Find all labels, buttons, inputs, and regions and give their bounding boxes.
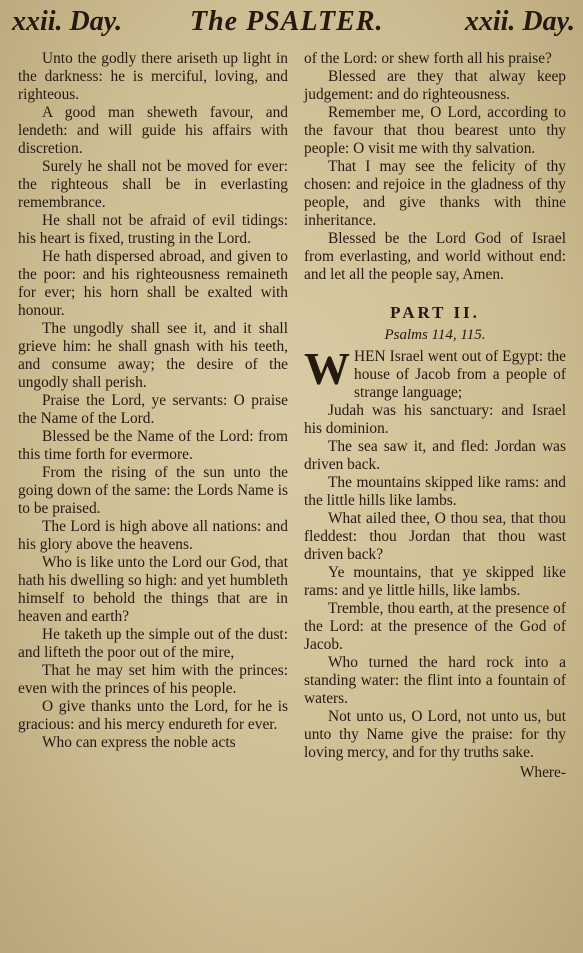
verse: O give thanks unto the Lord, for he is gracious: and his mercy endureth for ever.	[18, 698, 288, 733]
verse: He taketh up the simple out of the dust: and lifteth the poor out of the mire,	[18, 626, 288, 661]
verse: Tremble, thou earth, at the presence of the Lord: at the presence of the God of Jacob.	[304, 600, 566, 653]
verse: The sea saw it, and fled: Jordan was driven back.	[304, 438, 566, 473]
verse: The Lord is high above all nations: and his glory above the heavens.	[18, 518, 288, 553]
verse: Blessed be the Name of the Lord: from this time forth for evermore.	[18, 428, 288, 463]
catchword: Where-	[519, 764, 566, 781]
verse: What ailed thee, O thou sea, that thou fleddest: thou Jordan that thou wast driven back?	[304, 510, 566, 563]
verse: Who turned the hard rock into a standing water: the flint into a fountain of waters.	[304, 654, 566, 707]
running-header	[0, 0, 583, 46]
verse: Ye mountains, that ye skipped like rams: and ye little hills, like lambs.	[304, 564, 566, 599]
verse: The ungodly shall see it, and it shall grieve him: he shall gnash with his teeth, and consume away; the desire of the ungodly shall perish.	[18, 320, 288, 391]
verse: He hath dispersed abroad, and given to the poor: and his righteousness remaineth for ever; his horn shall be exalted with honour.	[18, 248, 288, 319]
verse: A good man sheweth favour, and lendeth: and will guide his affairs with discretion.	[18, 104, 288, 157]
verse: of the Lord: or shew forth all his praise?	[304, 50, 552, 67]
part-title: PART II.	[390, 303, 480, 322]
right-column	[304, 50, 566, 782]
verse: Blessed are they that alway keep judgement: and do righteousness.	[304, 68, 566, 103]
verse: Who is like unto the Lord our God, that hath his dwelling so high: and yet humbleth himself to behold the things that are in heaven and earth?	[18, 554, 288, 625]
verse: Who can express the noble acts	[42, 734, 236, 751]
drop-cap-letter: W	[304, 343, 350, 394]
verse: He shall not be afraid of evil tidings: his heart is fixed, trusting in the Lord.	[18, 212, 288, 247]
verse: Surely he shall not be moved for ever: the righteous shall be in everlasting remembrance.	[18, 158, 288, 211]
verse-text: HEN Israel went out of Egypt: the house of Jacob from a people of strange language;	[354, 348, 566, 401]
header-day-right: xxii. Day.	[464, 6, 575, 37]
verse: Blessed be the Lord God of Israel from everlasting, and world without end: and let all the people say, Amen.	[304, 230, 566, 283]
verse: That I may see the felicity of thy chosen: and rejoice in the gladness of thy people, and give thanks with thine inheritance.	[304, 158, 566, 229]
verse: Remember me, O Lord, according to the favour that thou bearest unto thy people: O visit me with thy salvation.	[304, 104, 566, 157]
psalms-reference: Psalms 114, 115.	[384, 327, 486, 343]
verse: Unto the godly there ariseth up light in the darkness: he is merciful, loving, and righteous.	[18, 50, 288, 103]
verse: That he may set him with the princes: even with the princes of his people.	[18, 662, 288, 697]
verse: From the rising of the sun unto the going down of the same: the Lords Name is to be praised.	[18, 464, 288, 517]
header-title: The PSALTER.	[190, 6, 384, 37]
verse-with-dropcap	[304, 343, 566, 402]
header-day-left: xxii. Day.	[12, 6, 123, 37]
verse: The mountains skipped like rams: and the little hills like lambs.	[304, 474, 566, 509]
verse: Judah was his sanctuary: and Israel his dominion.	[304, 402, 566, 437]
verse: Praise the Lord, ye servants: O praise the Name of the Lord.	[18, 392, 288, 427]
verse: Not unto us, O Lord, not unto us, but unto thy Name give the praise: for thy loving mercy, and for thy truths sake.	[304, 708, 566, 761]
left-column	[18, 50, 288, 752]
